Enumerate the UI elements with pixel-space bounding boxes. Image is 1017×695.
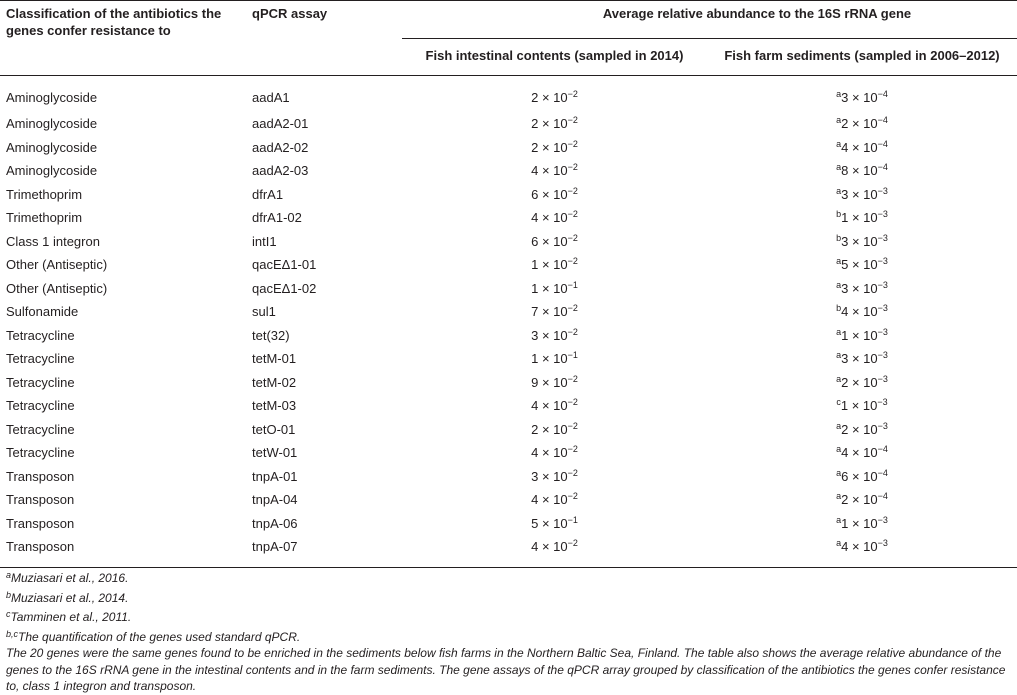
cell-farm-abundance bbox=[707, 159, 1017, 183]
cell-qpcr-assay: aadA2-02 bbox=[252, 139, 309, 155]
reference-mark: a bbox=[836, 444, 842, 455]
reference-mark: c bbox=[836, 397, 841, 408]
reference-mark: a bbox=[836, 115, 842, 126]
table-row bbox=[0, 253, 1017, 277]
cell-qpcr-assay: tnpA-07 bbox=[252, 535, 402, 567]
cell-classification: Tetracycline bbox=[6, 398, 75, 414]
value-exponent: −3 bbox=[877, 350, 888, 361]
footnote-a bbox=[6, 567, 1011, 587]
value-base: 2 × 10 bbox=[531, 421, 568, 437]
value-base: 2 × 10 bbox=[841, 116, 878, 132]
cell-classification: Aminoglycoside bbox=[0, 76, 252, 113]
cell-farm-abundance bbox=[707, 535, 1017, 567]
value-base: 6 × 10 bbox=[531, 233, 568, 249]
value-base: 4 × 10 bbox=[531, 163, 568, 179]
cell-classification: Transposon bbox=[6, 468, 75, 484]
value-exponent: −3 bbox=[877, 514, 888, 525]
table-body bbox=[0, 76, 1017, 568]
value-exponent: −3 bbox=[877, 279, 888, 290]
value-base: 2 × 10 bbox=[841, 492, 878, 508]
value-exponent: −2 bbox=[567, 232, 578, 243]
value-exponent: −4 bbox=[877, 115, 888, 126]
col-header-classification: Classification of the antibiotics the genes confer resistance to bbox=[6, 6, 222, 38]
value-exponent: −2 bbox=[567, 491, 578, 502]
value-base: 2 × 10 bbox=[531, 89, 568, 105]
cell-farm-abundance bbox=[707, 277, 1017, 301]
value-base: 4 × 10 bbox=[531, 492, 568, 508]
cell-qpcr-assay: sul1 bbox=[252, 304, 276, 320]
footnote-mark: a bbox=[6, 570, 12, 580]
cell-classification: Tetracycline bbox=[6, 445, 75, 461]
cell-classification: Transposon bbox=[0, 535, 252, 567]
value-base: 4 × 10 bbox=[531, 539, 568, 555]
cell-qpcr-assay: aadA1 bbox=[252, 76, 402, 113]
cell-fish-abundance bbox=[402, 535, 707, 567]
reference-mark: b bbox=[836, 209, 842, 220]
cell-qpcr-assay: tnpA-01 bbox=[252, 468, 298, 484]
cell-qpcr-assay: aadA2-03 bbox=[252, 163, 309, 179]
value-base: 4 × 10 bbox=[531, 445, 568, 461]
value-exponent: −3 bbox=[877, 303, 888, 314]
cell-qpcr-assay: tnpA-06 bbox=[252, 515, 298, 531]
table-row bbox=[0, 277, 1017, 301]
value-base: 3 × 10 bbox=[841, 89, 878, 105]
table-row bbox=[0, 206, 1017, 230]
reference-mark: a bbox=[836, 538, 842, 549]
value-exponent: −4 bbox=[877, 444, 888, 455]
value-base: 1 × 10 bbox=[531, 351, 568, 367]
footnote-mark: b bbox=[6, 589, 12, 600]
reference-mark: a bbox=[836, 373, 842, 384]
table-row bbox=[0, 324, 1017, 348]
cell-fish-abundance bbox=[402, 488, 707, 512]
cell-fish-abundance bbox=[402, 465, 707, 489]
value-exponent: −4 bbox=[877, 491, 888, 502]
cell-classification: Other (Antiseptic) bbox=[6, 257, 108, 273]
value-exponent: −1 bbox=[567, 514, 578, 525]
cell-fish-abundance bbox=[402, 347, 707, 371]
value-base: 1 × 10 bbox=[841, 327, 878, 343]
value-base: 5 × 10 bbox=[841, 257, 878, 273]
col-header-group-average: Average relative abundance to the 16S rRNA gene bbox=[602, 6, 912, 21]
cell-farm-abundance bbox=[707, 136, 1017, 160]
cell-classification: Other (Antiseptic) bbox=[6, 280, 108, 296]
table-row bbox=[0, 136, 1017, 160]
cell-farm-abundance bbox=[707, 324, 1017, 348]
reference-mark: a bbox=[836, 138, 842, 149]
header-row bbox=[0, 1, 1017, 39]
value-exponent: −2 bbox=[567, 88, 578, 99]
footnote-mark: b,c bbox=[6, 628, 19, 639]
value-base: 3 × 10 bbox=[531, 327, 568, 343]
value-exponent: −3 bbox=[877, 373, 888, 384]
table-row bbox=[0, 488, 1017, 512]
value-base: 4 × 10 bbox=[841, 304, 878, 320]
value-exponent: −4 bbox=[877, 162, 888, 173]
reference-mark: b bbox=[836, 232, 842, 243]
value-exponent: −2 bbox=[567, 256, 578, 267]
table-row bbox=[0, 230, 1017, 254]
value-base: 1 × 10 bbox=[841, 515, 878, 531]
value-exponent: −3 bbox=[877, 256, 888, 267]
cell-qpcr-assay: tetO-01 bbox=[252, 421, 296, 437]
footnote-text: Muziasari et al., 2016. bbox=[11, 571, 129, 585]
cell-classification: Tetracycline bbox=[6, 351, 75, 367]
value-exponent: −1 bbox=[567, 279, 578, 290]
table-row bbox=[0, 76, 1017, 113]
value-exponent: −3 bbox=[877, 232, 888, 243]
cell-fish-abundance bbox=[402, 230, 707, 254]
cell-qpcr-assay: tetM-02 bbox=[252, 374, 297, 390]
value-base: 2 × 10 bbox=[841, 374, 878, 390]
table-row bbox=[0, 394, 1017, 418]
cell-classification: Trimethoprim bbox=[6, 186, 83, 202]
cell-farm-abundance bbox=[707, 206, 1017, 230]
reference-mark: a bbox=[836, 491, 842, 502]
value-base: 2 × 10 bbox=[531, 139, 568, 155]
cell-fish-abundance bbox=[402, 300, 707, 324]
cell-farm-abundance bbox=[707, 347, 1017, 371]
table-row bbox=[0, 112, 1017, 136]
value-base: 3 × 10 bbox=[531, 468, 568, 484]
cell-fish-abundance bbox=[402, 371, 707, 395]
table-row bbox=[0, 300, 1017, 324]
cell-qpcr-assay: tetM-03 bbox=[252, 398, 297, 414]
value-exponent: −2 bbox=[567, 444, 578, 455]
cell-fish-abundance bbox=[402, 394, 707, 418]
value-exponent: −3 bbox=[877, 397, 888, 408]
cell-classification: Tetracycline bbox=[6, 374, 75, 390]
cell-farm-abundance bbox=[707, 465, 1017, 489]
cell-fish-abundance bbox=[402, 159, 707, 183]
cell-fish-abundance bbox=[402, 512, 707, 536]
cell-fish-abundance bbox=[402, 76, 707, 113]
cell-farm-abundance bbox=[707, 512, 1017, 536]
footnote-c bbox=[6, 606, 1011, 626]
value-exponent: −2 bbox=[567, 303, 578, 314]
cell-farm-abundance bbox=[707, 418, 1017, 442]
cell-qpcr-assay: dfrA1 bbox=[252, 186, 284, 202]
footnote-text: Muziasari et al., 2014. bbox=[11, 590, 129, 605]
value-base: 4 × 10 bbox=[531, 398, 568, 414]
value-exponent: −3 bbox=[877, 326, 888, 337]
reference-mark: a bbox=[836, 162, 842, 173]
cell-classification: Trimethoprim bbox=[6, 210, 83, 226]
cell-qpcr-assay: tnpA-04 bbox=[252, 492, 298, 508]
footnote-text: The quantification of the genes used standard qPCR. bbox=[18, 629, 301, 644]
value-exponent: −2 bbox=[567, 420, 578, 431]
cell-fish-abundance bbox=[402, 112, 707, 136]
cell-farm-abundance bbox=[707, 441, 1017, 465]
value-exponent: −2 bbox=[567, 397, 578, 408]
value-base: 1 × 10 bbox=[531, 257, 568, 273]
reference-mark: b bbox=[836, 303, 842, 314]
reference-mark: a bbox=[836, 514, 842, 525]
footnote-text: Tamminen et al., 2011. bbox=[10, 610, 132, 624]
cell-classification: Aminoglycoside bbox=[6, 163, 98, 179]
value-base: 1 × 10 bbox=[840, 398, 878, 414]
value-base: 4 × 10 bbox=[531, 210, 568, 226]
cell-fish-abundance bbox=[402, 324, 707, 348]
table-row bbox=[0, 347, 1017, 371]
value-exponent: −2 bbox=[567, 326, 578, 337]
value-base: 8 × 10 bbox=[841, 163, 878, 179]
cell-fish-abundance bbox=[402, 418, 707, 442]
value-exponent: −2 bbox=[567, 138, 578, 149]
reference-mark: a bbox=[836, 350, 842, 361]
reference-mark: a bbox=[836, 88, 842, 99]
value-exponent: −3 bbox=[877, 420, 888, 431]
table-footnotes bbox=[6, 567, 1011, 695]
value-base: 4 × 10 bbox=[841, 139, 878, 155]
value-base: 4 × 10 bbox=[841, 445, 878, 461]
col-header-fish-intestinal: Fish intestinal contents (sampled in 2014) bbox=[402, 39, 707, 76]
table-row bbox=[0, 418, 1017, 442]
cell-farm-abundance bbox=[707, 230, 1017, 254]
reference-mark: a bbox=[836, 467, 842, 478]
cell-fish-abundance bbox=[402, 277, 707, 301]
value-exponent: −2 bbox=[567, 538, 578, 549]
cell-qpcr-assay: dfrA1-02 bbox=[252, 210, 302, 226]
value-exponent: −4 bbox=[877, 138, 888, 149]
table-caption: The 20 genes were the same genes found to be enriched in the sediments below fish farms in the Northern Baltic Sea, Finland. The table also shows the average relative abundance of the genes to the 16S rRNA gene in the intestinal contents and in the farm sediments. The gene assays of the qPCR array grouped by classification of the antibiotics the genes confer resistance to, class 1 integron and transposon. bbox=[6, 646, 1006, 693]
value-exponent: −3 bbox=[877, 185, 888, 196]
value-exponent: −2 bbox=[567, 209, 578, 220]
value-base: 3 × 10 bbox=[841, 233, 878, 249]
col-header-qpcr-assay: qPCR assay bbox=[252, 6, 328, 21]
cell-qpcr-assay: tet(32) bbox=[252, 327, 290, 343]
cell-classification: Sulfonamide bbox=[6, 304, 79, 320]
table-row bbox=[0, 441, 1017, 465]
cell-farm-abundance bbox=[707, 488, 1017, 512]
value-base: 2 × 10 bbox=[841, 421, 878, 437]
cell-classification: Aminoglycoside bbox=[6, 116, 98, 132]
cell-fish-abundance bbox=[402, 253, 707, 277]
cell-qpcr-assay: tetM-01 bbox=[252, 351, 297, 367]
value-base: 6 × 10 bbox=[531, 186, 568, 202]
col-header-farm-sediments: Fish farm sediments (sampled in 2006–2012) bbox=[707, 39, 1017, 76]
value-exponent: −3 bbox=[877, 209, 888, 220]
value-exponent: −3 bbox=[877, 538, 888, 549]
cell-qpcr-assay: aadA2-01 bbox=[252, 116, 309, 132]
reference-mark: a bbox=[836, 326, 842, 337]
cell-classification: Tetracycline bbox=[6, 327, 75, 343]
cell-qpcr-assay: intI1 bbox=[252, 233, 277, 249]
cell-classification: Tetracycline bbox=[6, 421, 75, 437]
table-row bbox=[0, 465, 1017, 489]
value-exponent: −4 bbox=[877, 467, 888, 478]
table-row bbox=[0, 183, 1017, 207]
value-exponent: −2 bbox=[567, 373, 578, 384]
cell-farm-abundance bbox=[707, 253, 1017, 277]
cell-classification: Transposon bbox=[6, 515, 75, 531]
table-row bbox=[0, 371, 1017, 395]
cell-qpcr-assay: qacEΔ1-02 bbox=[252, 280, 317, 296]
reference-mark: a bbox=[836, 256, 842, 267]
value-base: 3 × 10 bbox=[841, 280, 878, 296]
value-base: 4 × 10 bbox=[841, 539, 878, 555]
cell-farm-abundance bbox=[707, 371, 1017, 395]
value-exponent: −2 bbox=[567, 185, 578, 196]
cell-farm-abundance bbox=[707, 112, 1017, 136]
value-base: 1 × 10 bbox=[841, 210, 878, 226]
reference-mark: a bbox=[836, 279, 842, 290]
cell-farm-abundance bbox=[707, 394, 1017, 418]
footnote-b bbox=[6, 587, 1011, 607]
footnote-mark: c bbox=[6, 609, 11, 619]
cell-farm-abundance bbox=[707, 76, 1017, 113]
value-exponent: −4 bbox=[877, 88, 888, 99]
cell-classification: Aminoglycoside bbox=[6, 139, 98, 155]
cell-fish-abundance bbox=[402, 441, 707, 465]
value-exponent: −2 bbox=[567, 115, 578, 126]
value-base: 6 × 10 bbox=[841, 468, 878, 484]
value-base: 2 × 10 bbox=[531, 116, 568, 132]
footnote-bc bbox=[6, 626, 1011, 646]
table-row bbox=[0, 535, 1017, 567]
reference-mark: a bbox=[836, 185, 842, 196]
value-base: 7 × 10 bbox=[531, 304, 568, 320]
table-row bbox=[0, 159, 1017, 183]
value-base: 3 × 10 bbox=[841, 186, 878, 202]
value-base: 3 × 10 bbox=[841, 351, 878, 367]
cell-fish-abundance bbox=[402, 183, 707, 207]
cell-qpcr-assay: tetW-01 bbox=[252, 445, 298, 461]
cell-classification: Class 1 integron bbox=[6, 233, 100, 249]
cell-fish-abundance bbox=[402, 136, 707, 160]
value-exponent: −2 bbox=[567, 467, 578, 478]
value-base: 5 × 10 bbox=[531, 515, 568, 531]
table-row bbox=[0, 512, 1017, 536]
cell-fish-abundance bbox=[402, 206, 707, 230]
reference-mark: a bbox=[836, 420, 842, 431]
cell-farm-abundance bbox=[707, 300, 1017, 324]
cell-qpcr-assay: qacEΔ1-01 bbox=[252, 257, 317, 273]
value-base: 1 × 10 bbox=[531, 280, 568, 296]
cell-classification: Transposon bbox=[6, 492, 75, 508]
value-exponent: −1 bbox=[567, 350, 578, 361]
cell-farm-abundance bbox=[707, 183, 1017, 207]
value-exponent: −2 bbox=[567, 162, 578, 173]
value-base: 9 × 10 bbox=[531, 374, 568, 390]
